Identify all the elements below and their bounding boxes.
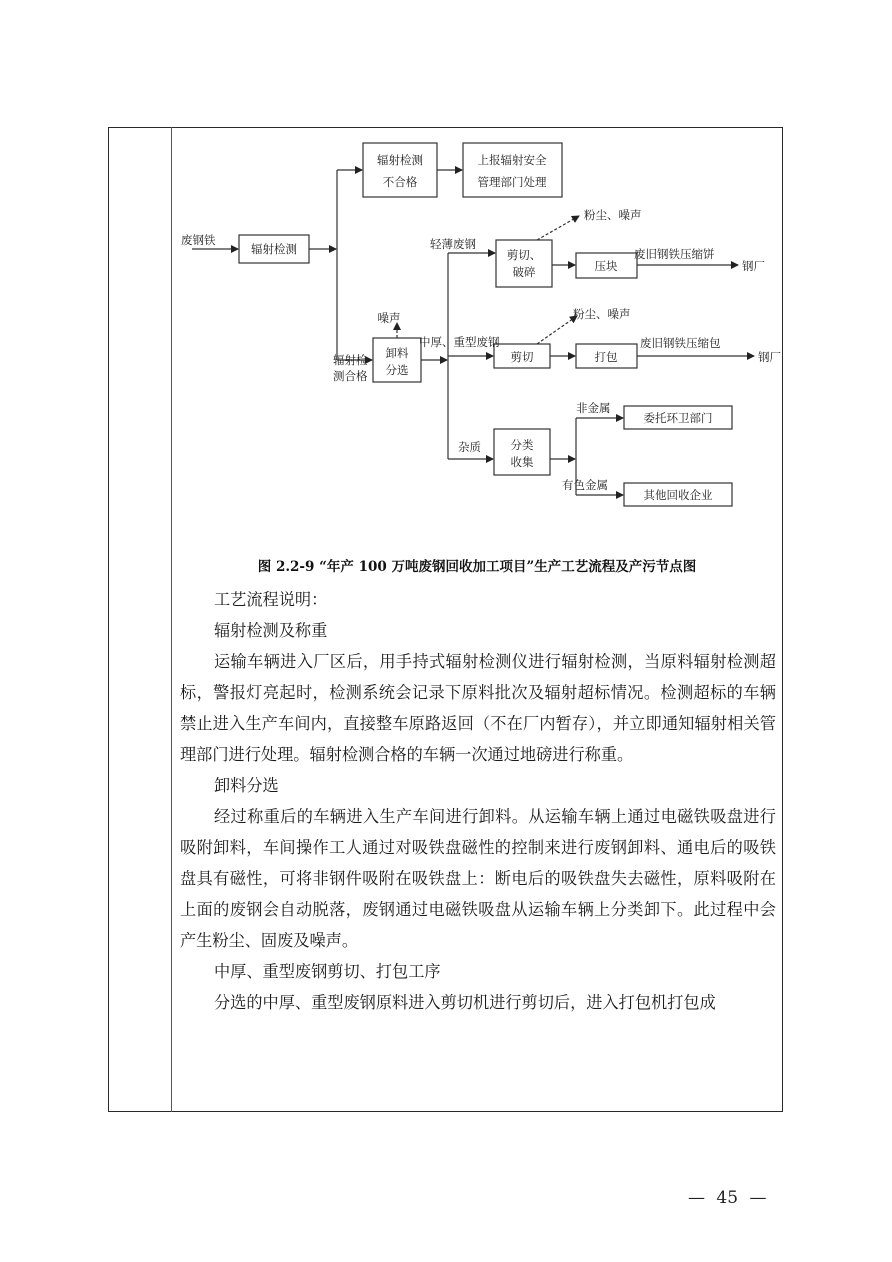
light-thin-label: 轻薄废钢 [430,237,476,251]
pass-label-1: 辐射检 [333,353,368,367]
fail-label-1: 辐射检测 [377,153,423,167]
classify-label-2: 收集 [510,455,534,469]
figure-caption: 图 2.2-9 “年产 100 万吨废钢回收加工项目”生产工艺流程及产污节点图 [257,559,697,575]
shear-crush-label-2: 破碎 [512,265,536,279]
noise-label: 噪声 [377,311,401,325]
steel-mill-2-label: 钢厂 [758,350,781,364]
input-label: 废钢铁 [181,233,216,247]
nonferrous-label: 有色金属 [562,478,608,492]
paragraph-radiation: 运输车辆进入厂区后，用手持式辐射检测仪进行辐射检测，当原料辐射检测超标，警报灯亮起时，检测系统会记录下原料批次及辐射超标情况。检测超标的车辆禁止进入生产车间内，直接整车原路返回（不在厂内暂存），并立即通知辐射相关管理部门进行处理。辐射检测合格的车辆一次通过地磅进行称重。 [180,652,776,764]
radiation-check-label: 辐射检测 [251,242,297,256]
impurities-label: 杂质 [458,440,481,454]
fail-label-2: 不合格 [382,175,418,189]
sanitation-label: 委托环卫部门 [643,411,713,425]
page-number: — 45 — [688,1188,767,1208]
briquette-label: 压块 [594,259,618,273]
unload-label-2: 分选 [385,363,409,377]
dust-noise-1-label: 粉尘、噪声 [584,208,642,222]
report-label-2: 管理部门处理 [477,175,547,189]
shear-label: 剪切 [510,350,534,364]
process-flow-diagram [172,128,782,548]
bale-label: 打包 [594,350,618,364]
steel-mill-1-label: 钢厂 [742,259,765,273]
paragraph-shear-bale: 分选的中厚、重型废钢原料进入剪切机进行剪切后，进入打包机打包成 [214,993,716,1012]
heading-radiation: 辐射检测及称重 [214,621,328,640]
unload-label-1: 卸料 [385,346,409,360]
shear-crush-label-1: 剪切、 [506,248,542,262]
non-metal-label: 非金属 [576,401,611,415]
heading-unload: 卸料分选 [214,776,279,795]
dust-noise-2-label: 粉尘、噪声 [573,307,631,321]
bale-out-label: 废旧钢铁压缩包 [640,336,721,350]
other-recycle-label: 其他回收企业 [643,488,713,502]
body-text [180,584,776,1018]
paragraph-unload: 经过称重后的车辆进入生产车间进行卸料。从运输车辆上通过电磁铁吸盘进行吸附卸料，车间操作工人通过对吸铁盘磁性的控制来进行废钢卸料、通电后的吸铁盘具有磁性，可将非钢件吸附在吸铁盘上：断电后的吸铁盘失去磁性，原料吸附在上面的废钢会自动脱落，废钢通过电磁铁吸盘从运输车辆上分类卸下。此过程中会产生粉尘、固废及噪声。 [180,807,776,950]
edge-dust-2 [537,316,577,344]
paragraph-flow-intro: 工艺流程说明： [214,590,328,609]
pass-label-2: 测合格 [333,369,368,383]
cake-label: 废旧钢铁压缩饼 [634,247,715,261]
report-label-1: 上报辐射安全 [477,153,547,167]
edge-dust-1 [537,216,579,240]
heading-shear-bale: 中厚、重型废钢剪切、打包工序 [214,962,441,981]
medium-heavy-label: 中厚、重型废钢 [419,335,500,349]
classify-label-1: 分类 [510,438,534,452]
